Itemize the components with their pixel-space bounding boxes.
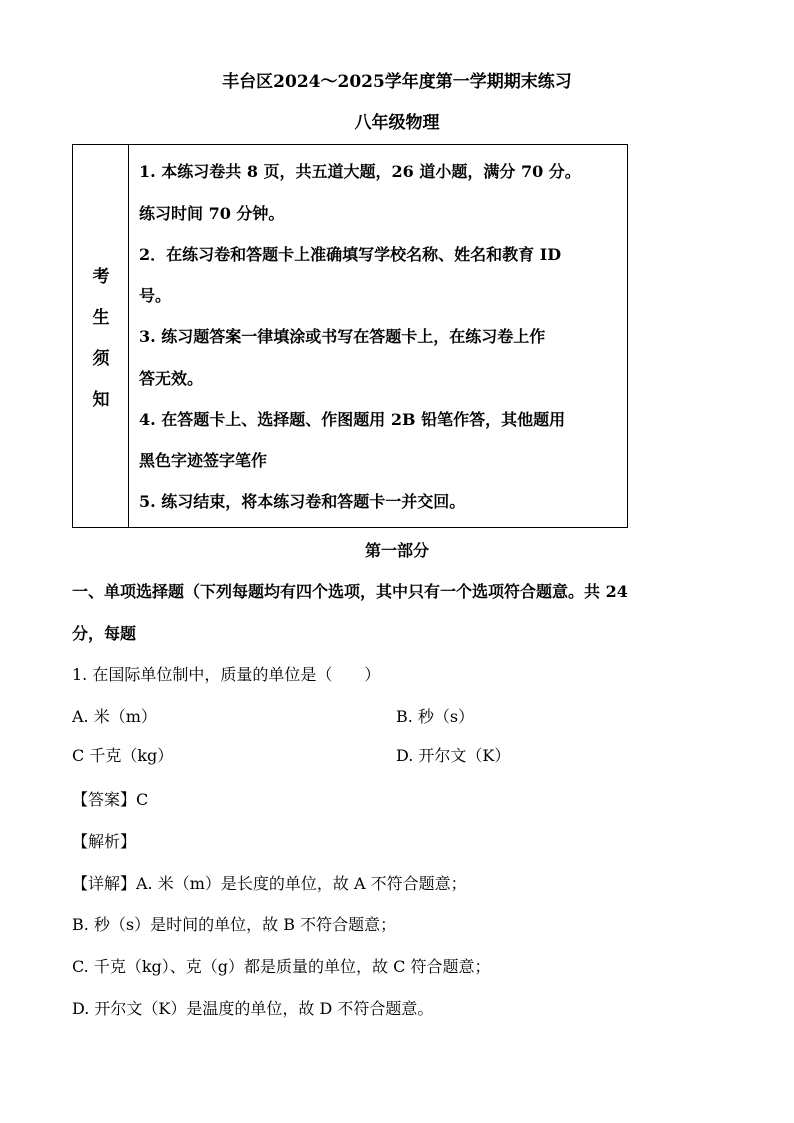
answer-line: 【答案】C <box>72 790 149 809</box>
option-c: C 千克（kg） <box>72 746 174 765</box>
notice-label-column <box>73 145 129 527</box>
question-stem: 1. 在国际单位制中，质量的单位是（ ） <box>72 665 381 684</box>
detail-line: C. 千克（kg）、克（g）都是质量的单位，故 C 符合题意； <box>72 957 491 976</box>
notice-line: 5. 练习结束，将本练习卷和答题卡一并交回。 <box>139 492 466 511</box>
notice-line: 黑色字迹签字笔作 <box>139 451 268 470</box>
detail-line: 【详解】A. 米（m）是长度的单位，故 A 不符合题意； <box>72 874 467 893</box>
notice-line: 4. 在答题卡上、选择题、作图题用 2B 铅笔作答，其他题用 <box>139 410 566 429</box>
notice-line: 3. 练习题答案一律填涂或书写在答题卡上，在练习卷上作 <box>139 327 546 346</box>
section-heading-continued: 分，每题 <box>72 624 137 643</box>
notice-label-char: 知 <box>92 390 110 410</box>
detail-line: D. 开尔文（K）是温度的单位，故 D 不符合题意。 <box>72 999 434 1018</box>
notice-box <box>72 144 628 528</box>
option-a: A. 米（m） <box>72 707 157 726</box>
notice-line: 练习时间 70 分钟。 <box>139 204 285 223</box>
exam-title: 丰台区2024～2025学年度第一学期期末练习 <box>222 72 572 92</box>
analysis-label: 【解析】 <box>72 832 137 851</box>
exam-subtitle: 八年级物理 <box>354 113 440 133</box>
part-title: 第一部分 <box>364 541 429 560</box>
notice-line: 号。 <box>139 286 172 305</box>
option-b: B. 秒（s） <box>396 707 475 726</box>
notice-label-char: 须 <box>92 349 110 369</box>
notice-label-char: 生 <box>92 308 110 328</box>
notice-label-char: 考 <box>92 267 110 287</box>
notice-line: 2．在练习卷和答题卡上准确填写学校名称、姓名和教育 ID <box>139 245 562 264</box>
notice-line: 1. 本练习卷共 8 页，共五道大题，26 道小题，满分 70 分。 <box>139 162 581 181</box>
section-heading: 一、单项选择题（下列每题均有四个选项，其中只有一个选项符合题意。共 24 <box>72 582 628 601</box>
option-d: D. 开尔文（K） <box>396 746 511 765</box>
notice-line: 答无效。 <box>139 369 204 388</box>
detail-line: B. 秒（s）是时间的单位，故 B 不符合题意； <box>72 915 397 934</box>
